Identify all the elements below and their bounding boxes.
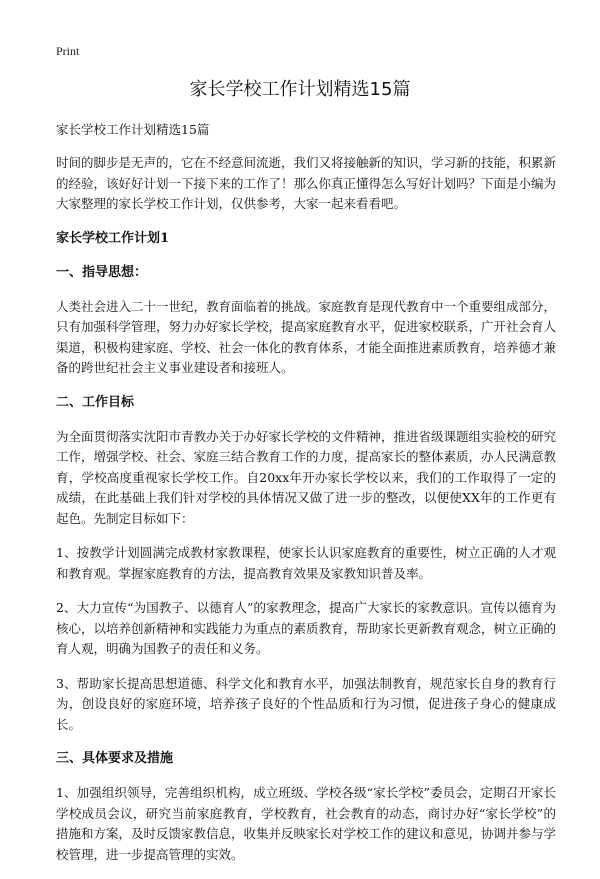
section-heading-guiding-thought: 一、指导思想：	[56, 264, 148, 280]
section-paragraph-work-goals: 为全面贯彻落实沈阳市青教办关于办好家长学校的文件精神，推进省级课题组实验校的研究工作，增强学校、社会、家庭三结合教育工作的力度，提高家长的整体素质，办人民满意教育，学校高度重视家长学校工作。自20xx年开办家长学校以来，我们的工作取得了一定的成绩，在此基础上我们针对学校的具体情况又做了进一步的整改，以便使XX年的工作更有起色。先制定目标如下：	[56, 428, 557, 526]
goal-item: 1、按教学计划圆满完成教材家教课程，使家长认识家庭教育的重要性，树立正确的人才观和教育观。掌握家庭教育的方法，提高教育效果及家教知识普及率。	[56, 545, 556, 581]
goal-item: 3、帮助家长提高思想道德、科学文化和教育水平，加强法制教育，规范家长自身的教育行为，创设良好的家庭环境，培养孩子良好的个性品质和行为习惯，促进孩子身心的健康成长。	[56, 675, 556, 732]
intro-paragraph: 时间的脚步是无声的，它在不经意间流逝，我们又将接触新的知识，学习新的技能，积累新的经验，该好好计划一下接下来的工作了！那么你真正懂得怎么写好计划吗？下面是小编为大家整理的家长学校工作计划，仅供参考，大家一起来看看吧。	[56, 155, 557, 211]
document-body	[56, 121, 556, 879]
print-link[interactable]: Print	[56, 44, 80, 58]
requirement-item: 1、加强组织领导，完善组织机构，成立班级、学校各级“家长学校”委员会，定期召开家长学校成员会议，研究当前家庭教育，学校教育，社会教育的动态，商讨办好“家长学校”的措施和方案，及时反馈家教信息，收集并反映家长对学校工作的建议和意见，协调并参与学校管理，进一步提高管理的实效。	[56, 785, 557, 862]
plan-heading: 家长学校工作计划1	[56, 230, 170, 246]
goal-item: 2、大力宣传“为国教子、以德育人”的家教理念，提高广大家长的家教意识。宣传以德育为核心，以培养创新精神和实践能力为重点的素质教育，帮助家长更新教育观念，树立正确的育人观，明确为国教子的责任和义务。	[56, 600, 557, 656]
section-heading-work-goals: 二、工作目标	[56, 394, 135, 410]
document-subtitle: 家长学校工作计划精选15篇	[56, 122, 210, 137]
section-heading-requirements: 三、具体要求及措施	[56, 751, 174, 766]
document-title: 家长学校工作计划精选15篇	[189, 79, 411, 100]
section-paragraph-guiding-thought: 人类社会进入二十一世纪，教育面临着的挑战。家庭教育是现代教育中一个重要组成部分，只有加强科学管理，努力办好家长学校，提高家庭教育水平，促进家校联系，广开社会育人渠道，积极构建家庭、学校、社会一体化的教育体系，才能全面推进素质教育，培养德才兼备的跨世纪社会主义事业建设者和接班人。	[56, 298, 557, 375]
